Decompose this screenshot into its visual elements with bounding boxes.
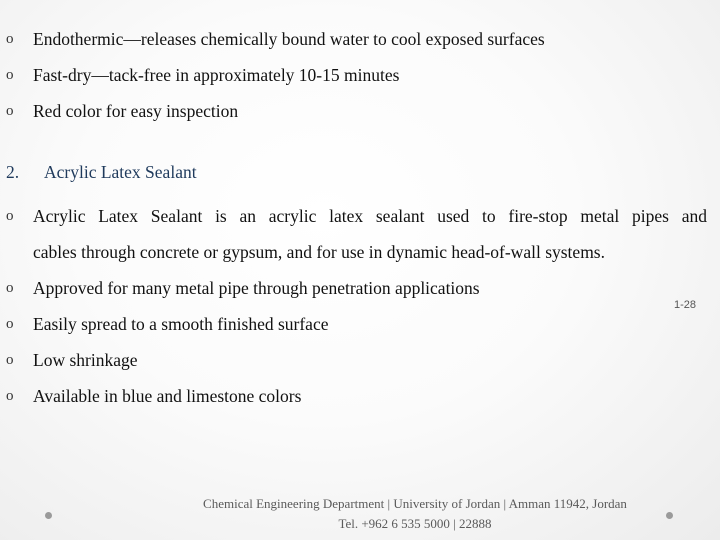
bullet-text: Red color for easy inspection [33, 101, 239, 121]
description-line-2: cables through concrete or gypsum, and for use in dynamic head-of-wall systems. [33, 242, 605, 262]
decorative-dot-right [666, 512, 673, 519]
bullet-text: Easily spread to a smooth finished surface [33, 314, 329, 334]
bullet-text: Endothermic—releases chemically bound water to cool exposed surfaces [33, 29, 545, 49]
page-number: 1-28 [673, 299, 696, 311]
footer-line-2: Tel. +962 6 535 5000 | 22888 [338, 516, 492, 531]
bullet-marker: o [6, 103, 14, 119]
footer-line-1: Chemical Engineering Department | University of Jordan | Amman 11942, Jordan [203, 496, 627, 511]
bullet-text: Approved for many metal pipe through penetration applications [33, 278, 480, 298]
section-number: 2. [6, 162, 20, 182]
section-title: Acrylic Latex Sealant [44, 162, 197, 182]
bullet-marker: o [6, 316, 14, 332]
bullet-marker: o [6, 31, 14, 47]
decorative-dot-left [45, 512, 52, 519]
description-line-1: Acrylic Latex Sealant is an acrylic latex sealant used to fire-stop metal pipes and [33, 206, 707, 226]
bullet-marker: o [6, 67, 14, 83]
bullet-text: Fast-dry—tack-free in approximately 10-15 minutes [33, 65, 400, 85]
footer [160, 494, 670, 534]
bullet-marker: o [6, 208, 14, 224]
bullet-text: Available in blue and limestone colors [33, 386, 302, 406]
bullet-marker: o [6, 388, 14, 404]
bullet-marker: o [6, 280, 14, 296]
bullet-marker: o [6, 352, 14, 368]
bullet-text: Low shrinkage [33, 350, 138, 370]
